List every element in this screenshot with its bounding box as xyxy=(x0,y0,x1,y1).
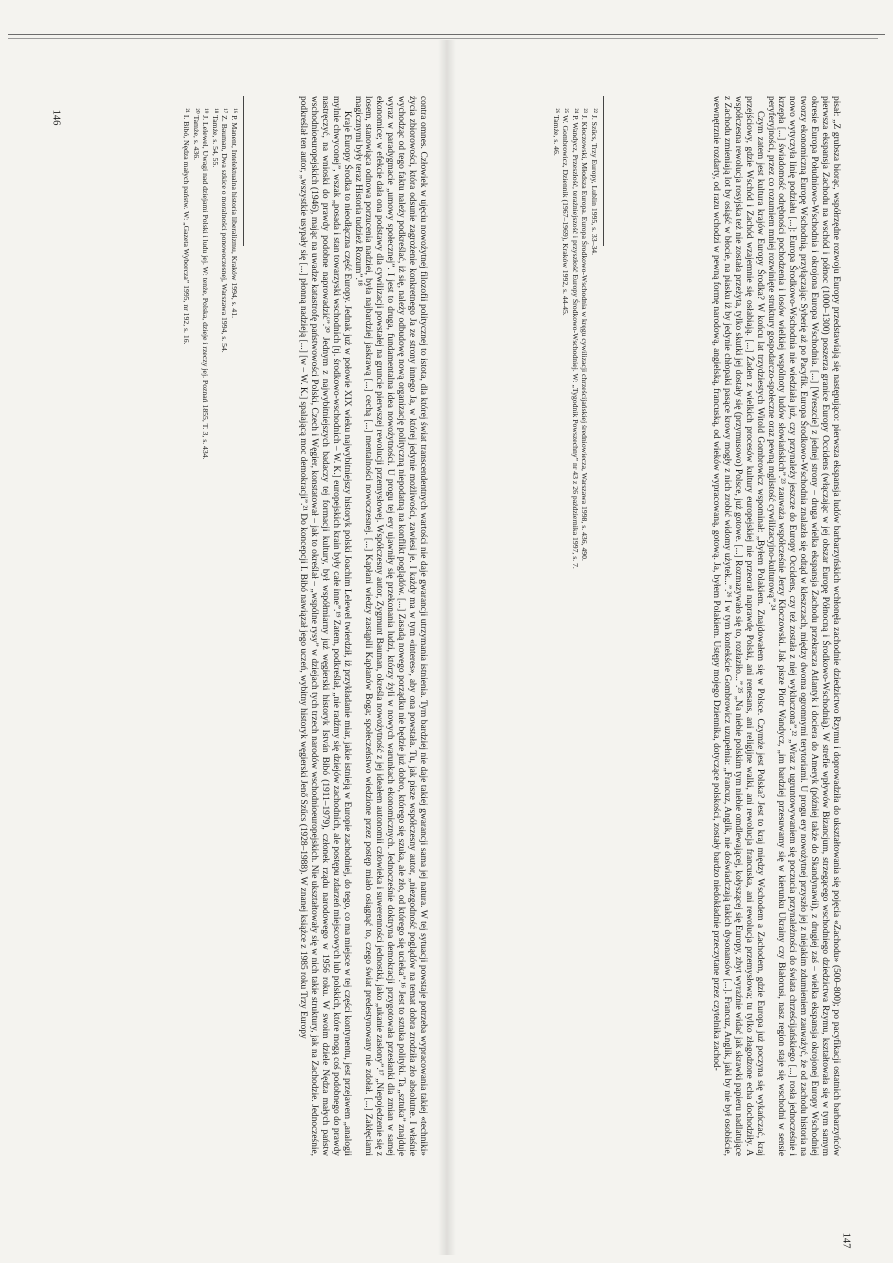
right-page-footnotes-area xyxy=(462,96,612,1156)
body-paragraph: contra omnes. Człowiek w ujęciu nowożytnej filozofii politycznej to istota, dla której świat transcendentnych wartości nie daje gwarancji utrzymania istnienia. Tym bardziej nie daje takiej gwarancji sama jej natura. W tej sytuacji powstaje potrzeba wypracowania takiej «techniki» życia zbiorowości, która odsunie zagrożenie konkretnego Ja ze strony innego Ja, w której jedynie możliwości, zawiesi je. I każdy ma w tym «interes», aby ona powstała. Tu, jak pisze współczesny autor, „niezgodność poglądów na temat dobra zrodziła zło absolutne. I właśnie wychodząc od tego faktu należy podkreślać, iż się, należy odbudowę nową organizację polityczną niepodatną na konflikt poglądów. [...] Zasadą nowego porządku nie będzie już dobro, którego się szuka, ale zło, od którego się ucieka”.¹⁶ Jest to sztuka polityki. Ta „sztuka” znajduje wyraz w paradygmacie „umowy społecznej”. I jest to druga, fundamentalna idea nowożytności. U progu tej ery ujawniły się przekonania ludzi, którzy żyli w nowych warunkach ekonomicznych. Jednocześnie doktryna demokracji przygotowała przesłanki dla zmian w samej ekonomice; w efekcie dała ona podstawy dla cywilizacji powstałej na gruncie pierwszej rewolucji przemysłowej. Współczesny autor, Zygmunt Bauman, określa nowożytność z jej ideałem autonomii człowieka i suwerenności jednostki, jako „ukanie zasłony”.¹⁷ „Niepojedzenie się z losem, stanowiąca odnowa porzucenia nadziei, była najbardziej jaskrawą [...] cechą [...] mentalności nowoczesnej. [...] Kapłani wiedzy zastąpili Kapłanów Boga; społeczeństwo wiedzione przez postęp miało osiągnąć to, czego świat predestynowany nie zdołał. [...] Zakłęciami magicznymi były teraz Historia tudzież Rozum”.¹⁸ xyxy=(352,96,428,1156)
page-number-right: 147 xyxy=(840,1232,852,1249)
footnote: ¹⁹ J. Lelewel, Uwagi nad dziejami Polski i ludu jej. W: tenże, Polska, dzieje i rzeczy jej. Poznań 1855, T. 3, s. 434. xyxy=(201,108,211,460)
footnote: ²⁶ Tamże, s. 46. xyxy=(551,108,561,156)
footnote: ²⁰ Tamże, s. 436. xyxy=(191,108,201,160)
right-page-body-text xyxy=(625,96,841,1156)
book-spine-shadow xyxy=(438,40,456,1255)
footnote: ¹⁷ Z. Bauman, Dwa szkice o moralności ponowoczesnej, Warszawa 1994, s. 54. xyxy=(220,108,230,353)
page-number-left: 146 xyxy=(50,109,62,126)
body-paragraph: Czym zatem jest kultura krajów Europy Środka? W końcu lat trzydziestych Witold Gombrowicz wspominał: „Byłem Polakiem. Znajdowałem się w Polsce. Czymże jest Polska? Jest to kraj między Wschodem a Zachodem, gdzie Europa już poczyna się wykańczać, kraj przejściowy, gdzie Wschód i Zachód wzajemnie się osłabiają. [...] Żaden z wielkich procesów kultury europejskiej nie przeorał naprawdę Polski, ani renesans, ani religijne walki, ani rewolucja francuska, ani rewolucja przemysłowa; tu tylko złagodzone echa dochodziły. A współczesna rewolucja rosyjska też nie została przeżyta, tylko skutki jej dostały się (przymusowo) Polsce, już gotowe. [...] Rozmazywało się to, rozłaziło...”.²⁵ „Na niebie polskim tym niebie omdlewającej, kołyszącej się Europy, zbyt wyraźnie widać jak skrawki papieru nadlatujące z Zachodu zmieniają lot by osiąść w błocie, na piasku iż by jedynie chłopaki pasące krowy mogły z nich zrobić widomy użytek...”.²⁶ I w tym kontekście Gombrowicz uzupełnia: „Francuz, Anglik, nie doświadczają takich dysonansów [...]. Francuz, Anglik, jaki by nie był osobiście, wewnętrznie rozdarty, od razu wchodzi w pewną formę narodową, angielską, francuską, od wieków wypracowaną, gotową. Ja, byłem Polakiem. Ustępy mojego Dziennika, dotyczące polskości, zostały bardzo niedokładnie przeczytane przez czytelnika zachod- xyxy=(711,96,765,1156)
footnote: ¹⁸ Tamże, s. 54, 55. xyxy=(210,108,220,168)
scan-top-rule xyxy=(8,34,885,35)
right-page-footnotes xyxy=(462,96,612,1156)
body-paragraph: Kraje Europy Środka to nieodłączna część Europy. Jednak już w połowie XIX wieku najwybitniejszy historyk polski Joachim Lelewel twierdził, iż przykładanie miar, jakie istnieją w Europie zachodniej, do tego, co ma miejsce w tej części kontynentu, jest przejawem „analogii mylnie chwyconej”, wszak „posada i stan towarzyski wschodnich [tj. środkowo-wschodnich – W. K.] europejskich krain były całe inne”.¹⁹ Zatem, podkreślał, „nie radźmy się dziejów zachodnich, ale postępu zdarzeń miejscowych lub polskich, które mogą coś podobnego do prawdy nastręczyć, na wnioski do prawdy podobne naprowadzić”.²⁰ Jednym z najwybitniejszych badaczy tej formacji kultury, był współmiarny już węgierski historyk István Bibó (1911–1979), członek rządu narodowego w 1956 roku. W swoim dziele Nędza małych państw wschodnioeuropejskich (1946), mając na uwadze katastrofę państwowości Polski, Czech i Węgier, konstatował – jak to określał – „wspólne rysy” w dziejach tych trzech narodów wschodnioeuropejskich. Nie ukształtowały się w nich takie struktury, jak na Zachodzie. Jednocześnie, podkreślał ten autor, „wszystkie usypały się [...] płonną nadzieją [...] [w – W. K.] spalającą moc demokracji”.²¹ Do koncepcji I. Bibó nawiązał jego uczeń, wybitny historyk węgierski Jenő Szűcs (1928–1988). W znanej książce z 1985 roku Trzy Europy xyxy=(298,96,352,1156)
footnote: ²² J. Szűcs, Trzy Europy, Lublin 1995, s. 33–34. xyxy=(590,108,599,256)
left-page-body-text xyxy=(228,96,428,1156)
left-page-footnotes xyxy=(58,96,252,1156)
right-page-body xyxy=(625,96,841,1156)
footnote: ²⁵ W. Gombrowicz, Dziennik (1967–1969), Kraków 1992, s. 44-45. xyxy=(561,108,571,316)
scan-top-rule-secondary xyxy=(8,38,878,39)
body-paragraph: pisał: „Z grubsza biorąc, współrzędne rozwoju Europy przedstawiają się następująco: pierwsza ekspansja ludów barbarzyńskich wchłonęła zachodnie dziedzictwo Rzymu i doprowadziła do ukształtowania się pojęcia «Zachodu» (500–800); po pacyfikacji ostatnich barbarzyńców pierwsza ekspansja Zachodu na wschód i północ (1000–1300) poszerza granice Europy Occidens (włączając w jej obszar Europę Północną i Środkowo-Wschodnią). W strefie wpływów Bizancjum, strzegącego wschodniego dziedzictwa Rzymu, kształtowała się w tym samym okresie Europa Południowo-Wschodnia i okrojona Europa Wschodnia. [...] [Wreszcie] z jednej strony – druga wielka ekspansja Zachodu przekracza Atlantyk i dociera do Ameryk (później także do Skandynawii), z drugiej zaś – wielka ekspansja okrojonej Europy Wschodniej tworzy ekonomiczną Europę Wschodnią, przyłączając Syberię aż po Pacyfik. Europa Środkowo-Wschodnia znalazła się odtąd w kleszczach, między dwoma ogromnymi terytoriami. U progu ery nowożytnej przyszło jej z niejakim zdumieniem zauważyć, że od zachodu historia na nowo wytyczyła linię podziału [...]: Europa Środkowo-Wschodnia nie wiedziała już, czy przynależy jeszcze do Europy Occidens, czy też została z niej wykluczona”.²² „Wraz z ugruntowywaniem się poczucia przynależności do świata chrześcijańskiego [...] rosła jednocześnie i krzepła [...] świadomość odrębności pochodzenia i losów wielkiej wspólnoty ludów słowiańskich”.²³ zauważa współcześnie Jerzy Kłoczowski. Jak pisze Piotr Wandycz, „im bardziej przesuwamy się w kierunku Ukrainy czy Białorusi, nasz region staje się wschodni w sensie peryferyjności, przez co rozumiem mniej rozwinięte struktury gospodarczo-społeczne oraz pewną mglistość cywilizacyjno-kulturową”.²⁴ xyxy=(765,96,841,1156)
left-page-body xyxy=(228,96,428,1156)
footnote: ²³ J. Kłoczowski, Młodsza Europa. Europa Środkowo-Wschodnia w kręgu cywilizacji chrześcijańskiej średniowiecza, Warszawa 1998, s. 436, 490. xyxy=(580,108,590,561)
footnote-separator xyxy=(603,96,604,246)
footnote: ²¹ I. Bibó, Nędza małych państw. W: „Gazeta Wyborcza” 1995, nr 192, s. 16. xyxy=(182,108,192,345)
left-page xyxy=(58,96,252,1156)
footnote: ¹⁶ P. Manent, Intelektualna historia liberalizmu, Kraków 1994, s. 41. xyxy=(230,108,239,319)
footnote: ²⁴ P. Wandycz, Przeszłość, teraźniejszość i przyszłość Europy Środkowo-Wschodniej. W: „Tygodnik Powszechny” nr 43 z 26 października 1997, s. 7. xyxy=(570,108,580,569)
